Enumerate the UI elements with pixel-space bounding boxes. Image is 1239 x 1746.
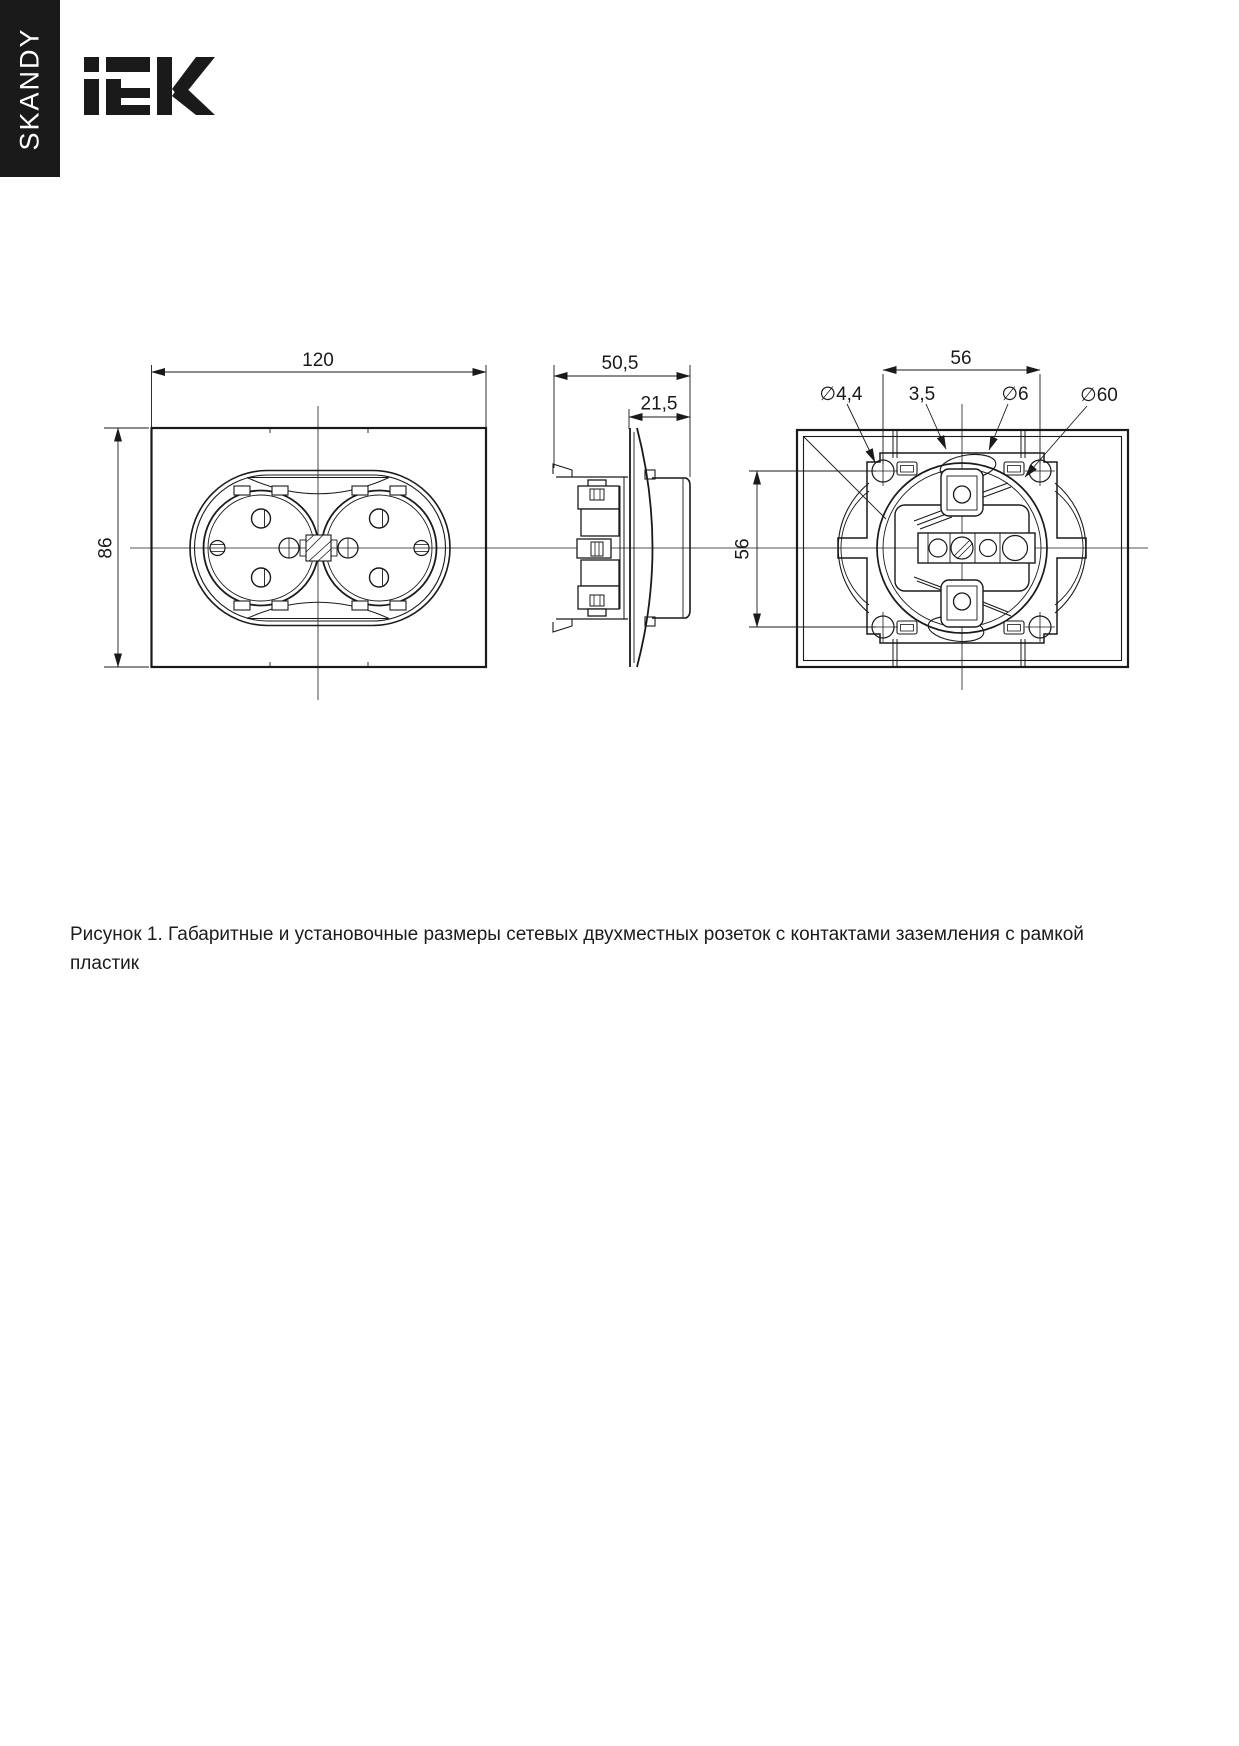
back-view: [733, 348, 1129, 667]
series-label: SKANDY: [14, 26, 45, 151]
dim-front-height-label: 86: [95, 537, 117, 559]
cover-plate-profile: [630, 428, 690, 667]
terminal-band: [918, 533, 1035, 563]
callout-hole-diameter: ∅4,4: [819, 384, 863, 405]
callout-box-diameter: ∅60: [1080, 385, 1118, 406]
dim-back-spacing-h-label: 56: [950, 348, 972, 369]
dim-back-spacing-v: [733, 471, 877, 627]
dim-side-depth-label: 50,5: [601, 353, 639, 374]
front-view: [96, 350, 487, 667]
side-view: [553, 353, 690, 667]
dim-side-front-depth-label: 21,5: [640, 393, 678, 415]
callout-claw-screw-diameter: ∅6: [1001, 384, 1029, 405]
dim-back-spacing-h: [883, 348, 1040, 464]
dim-back-spacing-v-label: 56: [732, 538, 754, 560]
dim-side-front-depth: [629, 394, 690, 430]
dim-side-depth: [554, 353, 690, 477]
dim-front-height: [96, 428, 150, 667]
figure-caption: Рисунок 1. Габаритные и установочные размеры сетевых двухместных розеток с контактами заземления с рамкой пластик: [70, 924, 1084, 975]
dim-front-width-label: 120: [302, 350, 334, 371]
callout-slot-width: 3,5: [908, 384, 936, 405]
dim-front-width: [152, 350, 487, 428]
